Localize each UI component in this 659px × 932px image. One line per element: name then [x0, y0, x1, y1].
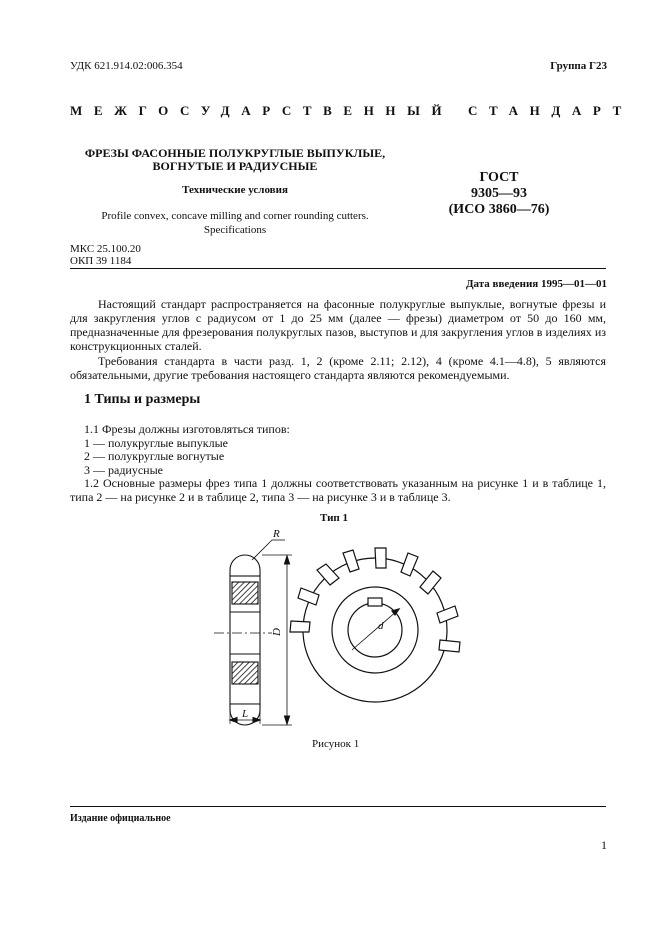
- gost-number: 9305—93: [471, 186, 527, 201]
- mks-code: МКС 25.100.20: [70, 243, 141, 255]
- label-L: L: [242, 708, 249, 720]
- scope-paragraph: Настоящий стандарт распространяется на фасонные полукруглые выпуклые, вогнутые фрезы и для закругления углов с радиусом от 1 до 25 мм (далее — фрезы) диаметром от 50 до 160 мм, предназначенные для фрезерования полукруглых пазов, выступов и для закругления углов в изделиях из конструкционных сталей.: [70, 297, 606, 353]
- effective-date: Дата введения 1995—01—01: [465, 278, 607, 290]
- cutter-front-view: [290, 548, 460, 702]
- type-item: 1 — полукруглые выпуклые: [84, 435, 228, 450]
- section-heading: 1 Типы и размеры: [84, 392, 201, 407]
- group-code: Группа Г23: [550, 60, 607, 72]
- label-D: D: [271, 628, 283, 636]
- gost-label: ГОСТ: [479, 170, 519, 185]
- label-d: d: [378, 620, 384, 632]
- title-line-1: ФРЕЗЫ ФАСОННЫЕ ПОЛУКРУГЛЫЕ ВЫПУКЛЫЕ,: [84, 146, 386, 160]
- requirements-paragraph: Требования стандарта в части разд. 1, 2 (кроме 2.11; 2.12), 4 (кроме 4.1—4.8), 5 являются обязательными, другие требования настоящего стандарта являются рекомендуемыми.: [70, 354, 606, 382]
- iso-reference: (ИСО 3860—76): [448, 202, 550, 217]
- udk-code: УДК 621.914.02:006.354: [70, 60, 183, 72]
- official-edition-label: Издание официальное: [70, 813, 171, 824]
- interstate-standard-heading: МЕЖГОСУДАРСТВЕННЫЙ СТАНДАРТ: [70, 103, 633, 118]
- footer-divider: [70, 806, 606, 807]
- figure-caption: Рисунок 1: [312, 738, 360, 750]
- type-item: 2 — полукруглые вогнутые: [84, 449, 225, 463]
- page-number: 1: [601, 838, 607, 852]
- figure-type-label: Тип 1: [320, 512, 348, 524]
- document-subtitle: Технические условия: [182, 184, 288, 196]
- title-line-2: ВОГНУТЫЕ И РАДИУСНЫЕ: [152, 159, 318, 173]
- item-1-1: 1.1 Фрезы должны изготовляться типов:: [84, 422, 290, 436]
- item-1-2: 1.2 Основные размеры фрез типа 1 должны соответствовать указанным на рисунке 1 и в таблице 1, типа 2 — на рисунке 2 и в таблице 2, типа 3 — на рисунке 3 и в таблице 3.: [70, 476, 606, 504]
- okp-code: ОКП 39 1184: [70, 255, 132, 267]
- label-R: R: [273, 528, 280, 540]
- english-title-line-1: Profile convex, concave milling and corner rounding cutters.: [101, 210, 369, 222]
- english-title-line-2: Specifications: [203, 224, 267, 236]
- type-item: 3 — радиусные: [84, 462, 163, 477]
